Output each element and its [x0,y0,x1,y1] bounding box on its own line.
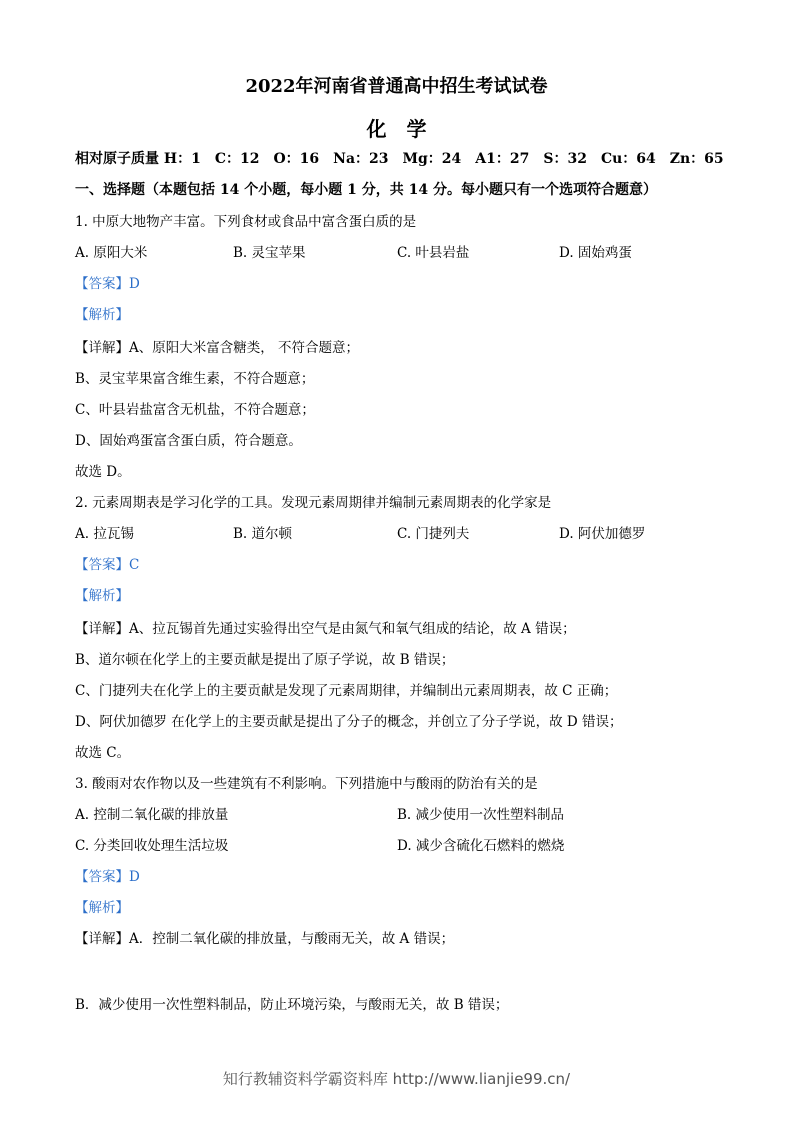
q3-option-b: B. 减少使用一次性塑料制品 [397,807,565,823]
q3-option-a: A. 控制二氧化碳的排放量 [75,807,229,823]
q3-detail-line: 【详解】A．控制二氧化碳的排放量，与酸雨无关，故 A 错误； [75,931,455,947]
footer-watermark: 知行教辅资料学霸资料库 http://www.lianjie99.cn/ [222,1070,571,1088]
question-1-stem: 1. 中原大地物产丰富。下列食材或食品中富含蛋白质的是 [75,214,417,230]
q3-detail-line: B．减少使用一次性塑料制品，防止环境污染，与酸雨无关，故 B 错误； [75,997,509,1013]
exam-title: 2022年河南省普通高中招生考试试卷 [245,76,548,97]
q1-option-a: A. 原阳大米 [75,245,148,261]
q2-option-d: D. 阿伏加德罗 [559,526,646,542]
q3-analysis-label: 【解析】 [75,900,129,916]
q1-detail-line: 【详解】A、原阳大米富含糖类， 不符合题意； [75,340,360,356]
subject-title: 化 学 [366,117,427,141]
q3-option-d: D. 减少含硫化石燃料的燃烧 [397,838,565,854]
q1-detail-line: B、灵宝苹果富含维生素，不符合题意； [75,371,315,387]
section-heading: 一、选择题（本题包括 14 个小题，每小题 1 分，共 14 分。每小题只有一个选项符合题意） [75,182,657,198]
q3-option-c: C. 分类回收处理生活垃圾 [75,838,229,854]
q1-detail-line: D、固始鸡蛋富含蛋白质，符合题意。 [75,433,302,449]
q1-option-c: C. 叶县岩盐 [397,245,470,261]
q2-detail-line: 故选 C。 [75,745,131,761]
q2-answer: 【答案】C [75,557,140,573]
question-3-stem: 3. 酸雨对农作物以及一些建筑有不利影响。下列措施中与酸雨的防治有关的是 [75,776,538,792]
q2-detail-line: D、阿伏加德罗 在化学上的主要贡献是提出了分子的概念，并创立了分子学说，故 D 错误； [75,714,623,730]
q1-detail-line: C、叶县岩盐富含无机盐，不符合题意； [75,402,315,418]
q1-option-d: D. 固始鸡蛋 [559,245,632,261]
q2-option-c: C. 门捷列夫 [397,526,470,542]
q1-option-b: B. 灵宝苹果 [233,245,306,261]
q2-option-a: A. 拉瓦锡 [75,526,134,542]
q2-option-b: B. 道尔顿 [233,526,293,542]
q3-answer: 【答案】D [75,869,140,885]
q2-detail-line: C、门捷列夫在化学上的主要贡献是发现了元素周期律，并编制出元素周期表，故 C 正确； [75,683,618,699]
q2-detail-line: B、道尔顿在化学上的主要贡献是提出了原子学说，故 B 错误； [75,652,455,668]
atomic-masses: 相对原子质量 H：1 C：12 O：16 Na：23 Mg：24 A1：27 S：32 Cu：64 Zn：65 [75,151,724,167]
q1-detail-line: 故选 D。 [75,464,131,480]
q2-analysis-label: 【解析】 [75,588,129,604]
question-2-stem: 2. 元素周期表是学习化学的工具。发现元素周期律并编制元素周期表的化学家是 [75,495,552,511]
q1-answer: 【答案】D [75,276,140,292]
q1-analysis-label: 【解析】 [75,307,129,323]
q2-detail-line: 【详解】A、拉瓦锡首先通过实验得出空气是由氮气和氧气组成的结论，故 A 错误； [75,621,576,637]
